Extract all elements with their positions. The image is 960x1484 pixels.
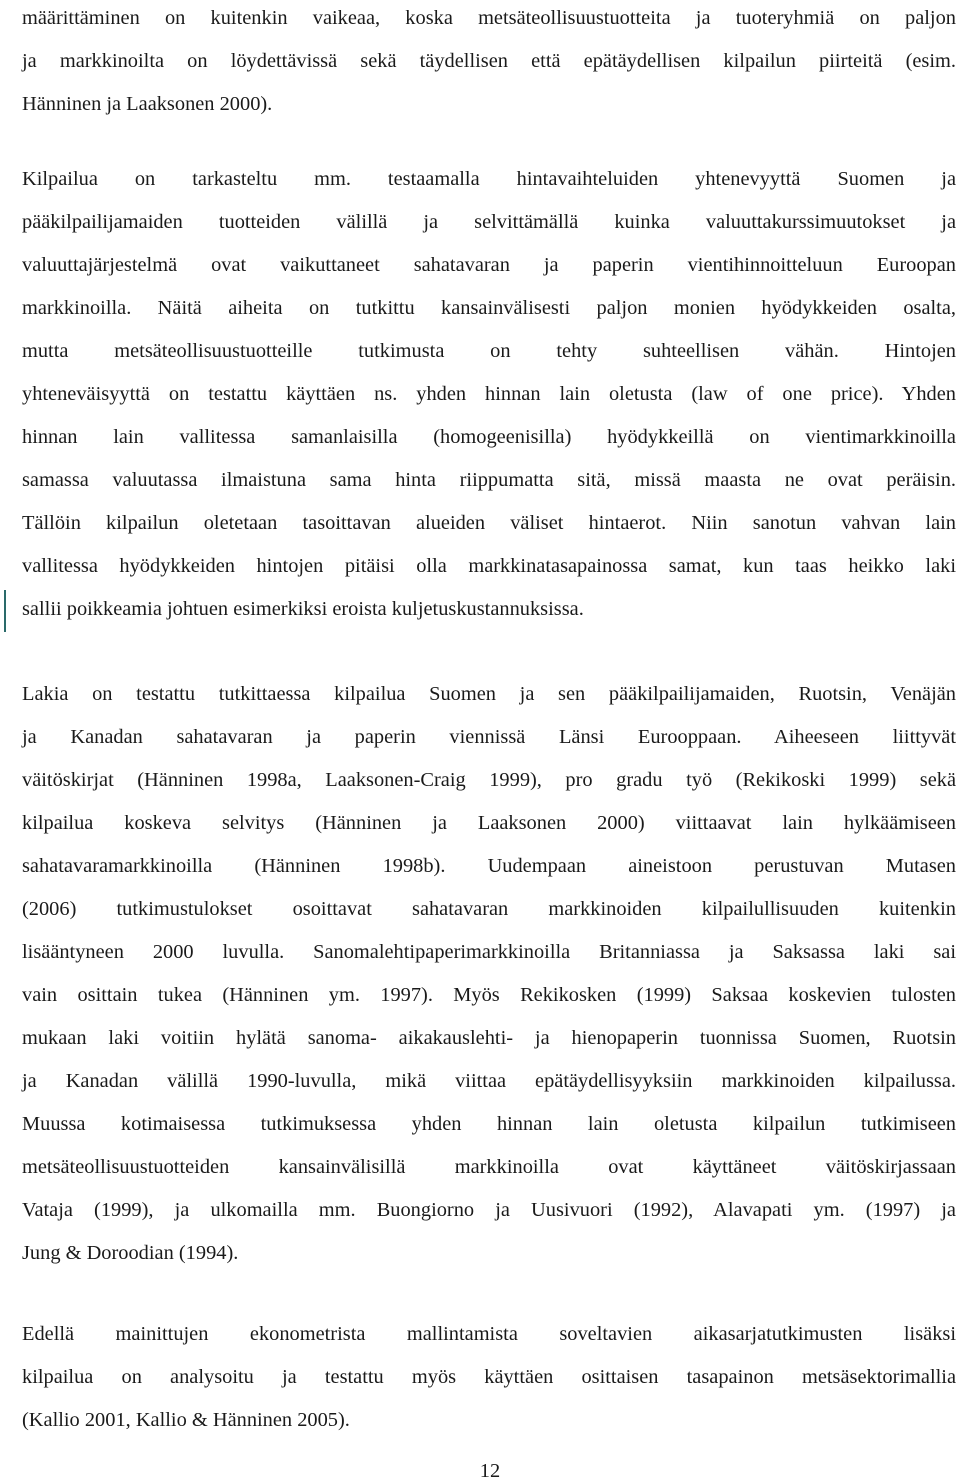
text-line: Kilpailua on tarkasteltu mm. testaamalla hintavaihteluiden yhtenevyyttä Suomen ja xyxy=(22,168,956,190)
text-line: vain osittain tukea (Hänninen ym. 1997). Myös Rekikosken (1999) Saksaa koskevien tulosten xyxy=(22,984,956,1006)
text-line: ja markkinoilta on löydettävissä sekä täydellisen että epätäydellisen kilpailun piirteitä (esim. xyxy=(22,50,956,72)
text-line: kilpailua koskeva selvitys (Hänninen ja Laaksonen 2000) viittaavat lain hylkäämiseen xyxy=(22,812,956,834)
text-line: lisääntyneen 2000 luvulla. Sanomalehtipaperimarkkinoilla Britanniassa ja Saksassa laki sai xyxy=(22,941,956,963)
text-line: Lakia on testattu tutkittaessa kilpailua Suomen ja sen pääkilpailijamaiden, Ruotsin, Venäjän xyxy=(22,683,956,705)
text-line: väitöskirjat (Hänninen 1998a, Laaksonen-Craig 1999), pro gradu työ (Rekikoski 1999) sekä xyxy=(22,769,956,791)
text-line: yhteneväisyyttä on testattu käyttäen ns. yhden hinnan lain oletusta (law of one price). Yhden xyxy=(22,383,956,405)
text-line: sahatavaramarkkinoilla (Hänninen 1998b). Uudempaan aineistoon perustuvan Mutasen xyxy=(22,855,956,877)
text-line: Tällöin kilpailun oletetaan tasoittavan alueiden väliset hintaerot. Niin sanotun vahvan lain xyxy=(22,512,956,534)
text-line: ja Kanadan välillä 1990-luvulla, mikä viittaa epätäydellisyyksiin markkinoiden kilpailussa. xyxy=(22,1070,956,1092)
text-line: määrittäminen on kuitenkin vaikeaa, koska metsäteollisuustuotteita ja tuoteryhmiä on paljon xyxy=(22,7,956,29)
text-line: hinnan lain vallitessa samanlaisilla (homogeenisilla) hyödykkeillä on vientimarkkinoilla xyxy=(22,426,956,448)
text-line: kilpailua on analysoitu ja testattu myös käyttäen osittaisen tasapainon metsäsektorimallia xyxy=(22,1366,956,1388)
paragraph-4 xyxy=(22,1313,956,1442)
paragraph-3 xyxy=(22,673,956,1275)
text-line: mutta metsäteollisuustuotteille tutkimusta on tehty suhteellisen vähän. Hintojen xyxy=(22,340,956,362)
text-line: valuuttajärjestelmä ovat vaikuttaneet sahatavaran ja paperin vientihinnoitteluun Euroopan xyxy=(22,254,956,276)
text-line: metsäteollisuustuotteiden kansainvälisillä markkinoilla ovat käyttäneet väitöskirjassaan xyxy=(22,1156,956,1178)
paragraph-2 xyxy=(22,158,956,631)
text-line: vallitessa hyödykkeiden hintojen pitäisi olla markkinatasapainossa samat, kun taas heikko laki xyxy=(22,555,956,577)
text-line: (2006) tutkimustulokset osoittavat sahatavaran markkinoiden kilpailullisuuden kuitenkin xyxy=(22,898,956,920)
text-line: Muussa kotimaisessa tutkimuksessa yhden hinnan lain oletusta kilpailun tutkimiseen xyxy=(22,1113,956,1135)
text-line: sallii poikkeamia johtuen esimerkiksi eroista kuljetuskustannuksissa. xyxy=(22,598,584,620)
text-line: (Kallio 2001, Kallio & Hänninen 2005). xyxy=(22,1409,350,1431)
text-line: samassa valuutassa ilmaistuna sama hinta riippumatta sitä, missä maasta ne ovat peräisin. xyxy=(22,469,956,491)
text-line: ja Kanadan sahatavaran ja paperin viennissä Länsi Eurooppaan. Aiheeseen liittyvät xyxy=(22,726,956,748)
text-line: markkinoilla. Näitä aiheita on tutkittu kansainvälisesti paljon monien hyödykkeiden osalta, xyxy=(22,297,956,319)
text-line: Vataja (1999), ja ulkomailla mm. Buongiorno ja Uusivuori (1992), Alavapati ym. (1997) ja xyxy=(22,1199,956,1221)
revision-marker xyxy=(4,590,6,632)
paragraph-1 xyxy=(22,0,956,126)
page-number: 12 xyxy=(479,1460,501,1482)
text-line: Hänninen ja Laaksonen 2000). xyxy=(22,93,273,115)
text-line: Edellä mainittujen ekonometrista mallintamista soveltavien aikasarjatutkimusten lisäksi xyxy=(22,1323,956,1345)
text-line: Jung & Doroodian (1994). xyxy=(22,1242,239,1264)
text-line: mukaan laki voitiin hylätä sanoma- aikakauslehti- ja hienopaperin tuonnissa Suomen, Ruotsin xyxy=(22,1027,956,1049)
text-line: pääkilpailijamaiden tuotteiden välillä ja selvittämällä kuinka valuuttakurssimuutokset ja xyxy=(22,211,956,233)
